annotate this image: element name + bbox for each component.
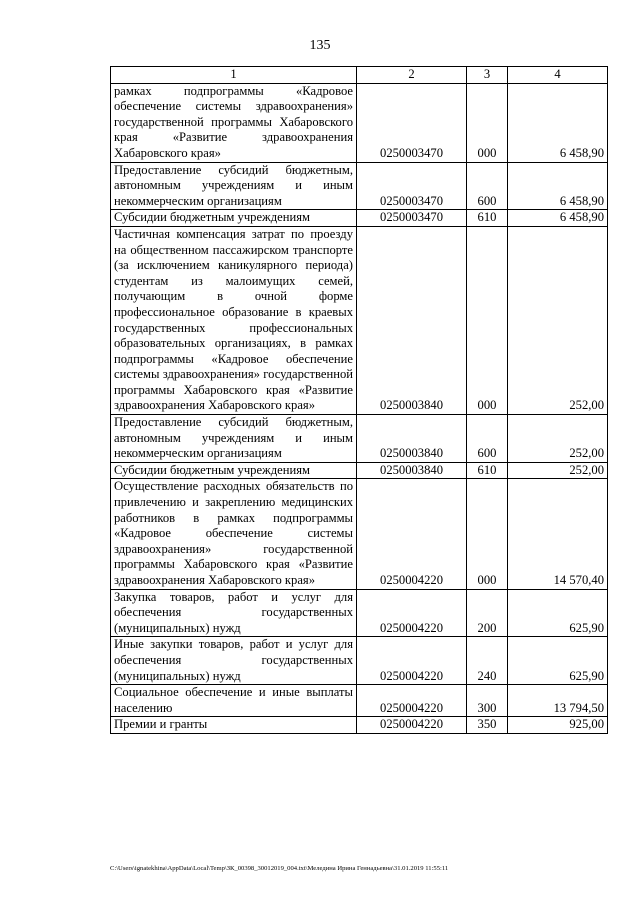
amount: 925,00 [508,717,608,734]
expense-type: 600 [467,415,508,463]
budget-table [110,66,608,734]
amount: 252,00 [508,415,608,463]
expense-type: 600 [467,162,508,210]
table-row [111,717,608,734]
expense-name: Частичная компенсация затрат по проезду на общественном пассажирском транспорте (за исключением каникулярного периода) студентам из малоимущих семей, получающим в очной форме профессиональное образование в краевых государственных профессиональных образовательных организациях, в рамках подпрограммы «Кадровое обеспечение системы здравоохранения» государственной программы Хабаровского края «Развитие здравоохранения Хабаровского края» [111,226,357,414]
amount: 625,90 [508,637,608,685]
target-code: 0250003840 [357,462,467,479]
expense-name: рамках подпрограммы «Кадровое обеспечение системы здравоохранения» государственной программы Хабаровского края «Развитие здравоохранения Хабаровского края» [111,83,357,162]
target-code: 0250003470 [357,210,467,227]
target-code: 0250003470 [357,83,467,162]
table-row [111,479,608,589]
amount: 625,90 [508,589,608,637]
expense-type: 240 [467,637,508,685]
target-code: 0250004220 [357,589,467,637]
amount: 6 458,90 [508,210,608,227]
column-header: 1 [111,67,357,84]
column-header: 3 [467,67,508,84]
table-row [111,637,608,685]
table-row [111,415,608,463]
target-code: 0250003840 [357,226,467,414]
column-header: 4 [508,67,608,84]
expense-type: 000 [467,226,508,414]
amount: 6 458,90 [508,83,608,162]
expense-name: Социальное обеспечение и иные выплаты населению [111,685,357,717]
expense-type: 000 [467,479,508,589]
amount: 14 570,40 [508,479,608,589]
table-row [111,226,608,414]
table-row [111,83,608,162]
table-row [111,162,608,210]
expense-type: 200 [467,589,508,637]
amount: 252,00 [508,226,608,414]
expense-name: Осуществление расходных обязательств по привлечению и закреплению медицинских работников в рамках подпрограммы «Кадровое обеспечение системы здравоохранения» государственной программы Хабаровского края «Развитие здравоохранения Хабаровского края» [111,479,357,589]
target-code: 0250004220 [357,479,467,589]
target-code: 0250004220 [357,637,467,685]
column-header: 2 [357,67,467,84]
target-code: 0250004220 [357,717,467,734]
table-row [111,589,608,637]
table-header-row [111,67,608,84]
page-number: 135 [309,38,331,53]
target-code: 0250003840 [357,415,467,463]
expense-name: Предоставление субсидий бюджетным, автономным учреждениям и иным некоммерческим организациям [111,415,357,463]
target-code: 0250004220 [357,685,467,717]
target-code: 0250003470 [357,162,467,210]
file-path-footer: C:\Users\ignatekhina\AppData\Local\Temp\ЗК_00398_30012019_004.txt\Меледина Ирина Геннадьевна\31.01.2019 11:55:11 [110,865,449,872]
expense-type: 300 [467,685,508,717]
expense-type: 610 [467,462,508,479]
expense-type: 350 [467,717,508,734]
expense-name: Субсидии бюджетным учреждениям [111,462,357,479]
expense-type: 610 [467,210,508,227]
amount: 13 794,50 [508,685,608,717]
table-row [111,685,608,717]
expense-name: Иные закупки товаров, работ и услуг для обеспечения государственных (муниципальных) нужд [111,637,357,685]
expense-name: Премии и гранты [111,717,357,734]
table-row [111,210,608,227]
expense-name: Предоставление субсидий бюджетным, автономным учреждениям и иным некоммерческим организациям [111,162,357,210]
expense-name: Субсидии бюджетным учреждениям [111,210,357,227]
expense-name: Закупка товаров, работ и услуг для обеспечения государственных (муниципальных) нужд [111,589,357,637]
amount: 6 458,90 [508,162,608,210]
expense-type: 000 [467,83,508,162]
amount: 252,00 [508,462,608,479]
table-row [111,462,608,479]
